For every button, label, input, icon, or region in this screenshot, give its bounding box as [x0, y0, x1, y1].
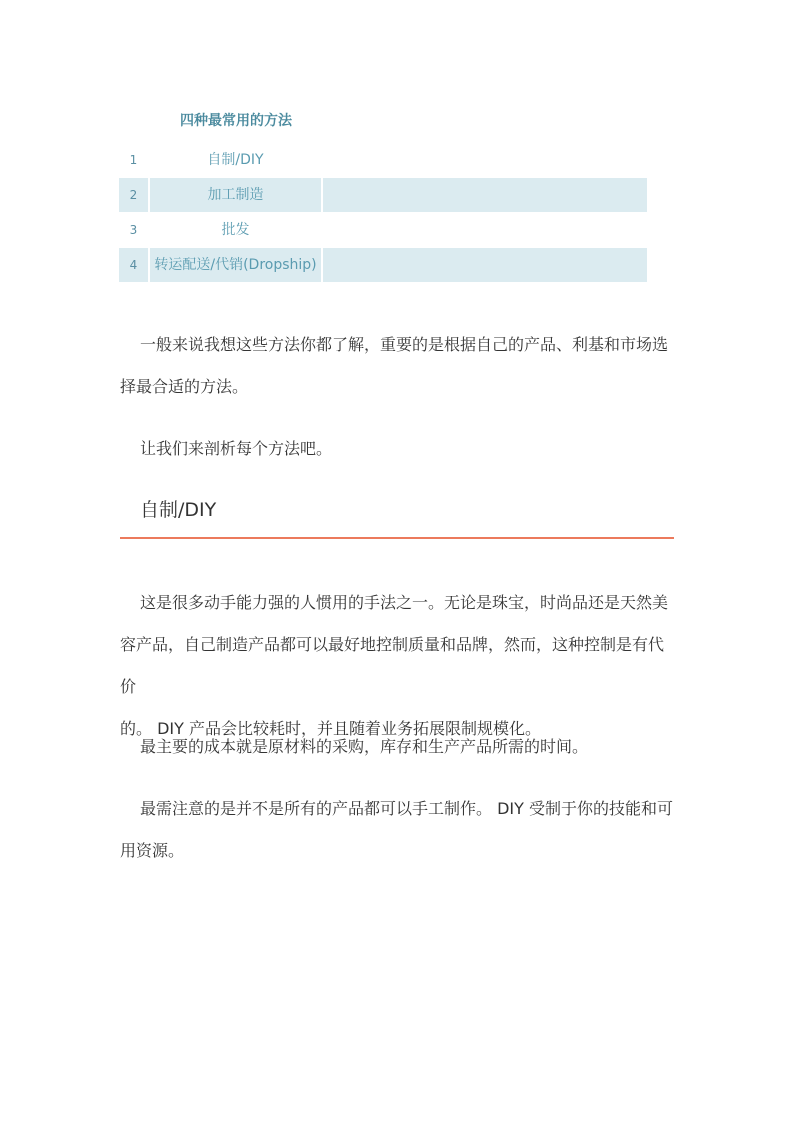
table-row [119, 178, 647, 212]
text-line: 择最合适的方法。 [120, 377, 249, 396]
method-name: 转运配送/代销(Dropship) [150, 248, 323, 282]
section-divider [120, 537, 674, 539]
table-caption: 四种最常用的方法 [180, 113, 292, 129]
intro-paragraph [120, 324, 676, 408]
text-line: 让我们来剖析每个方法吧。 [140, 439, 333, 458]
section-paragraph-3 [120, 788, 676, 872]
method-name: 自制/DIY [207, 152, 264, 168]
text-line: 的。 DIY 产品会比较耗时，并且随着业务拓展限制规模化。 [120, 719, 541, 738]
row-number: 3 [129, 223, 138, 237]
method-name: 加工制造 [150, 178, 323, 212]
row-number: 1 [129, 153, 138, 167]
text-line: 最主要的成本就是原材料的采购，库存和生产产品所需的时间。 [140, 737, 589, 756]
row-number: 2 [119, 178, 150, 212]
methods-table [119, 143, 647, 283]
text-line: 这是很多动手能力强的人惯用的手法之一。无论是珠宝，时尚品还是天然美 [140, 593, 669, 612]
text-line: 一般来说我想这些方法你都了解，重要的是根据自己的产品、利基和市场选 [140, 335, 669, 354]
text-line: 用资源。 [120, 841, 185, 860]
section-paragraph-2 [120, 726, 676, 768]
text-line: 最需注意的是并不是所有的产品都可以手工制作。 DIY 受制于你的技能和可 [140, 799, 673, 818]
table-row [119, 248, 647, 282]
table-row [119, 143, 647, 177]
section-paragraph-1 [120, 582, 676, 750]
method-name: 批发 [221, 222, 250, 238]
text-line: 容产品，自己制造产品都可以最好地控制质量和品牌，然而，这种控制是有代价 [120, 635, 665, 696]
intro-paragraph-2 [120, 428, 676, 470]
table-row [119, 213, 647, 247]
section-heading: 自制/DIY [140, 499, 217, 521]
row-number: 4 [119, 248, 150, 282]
